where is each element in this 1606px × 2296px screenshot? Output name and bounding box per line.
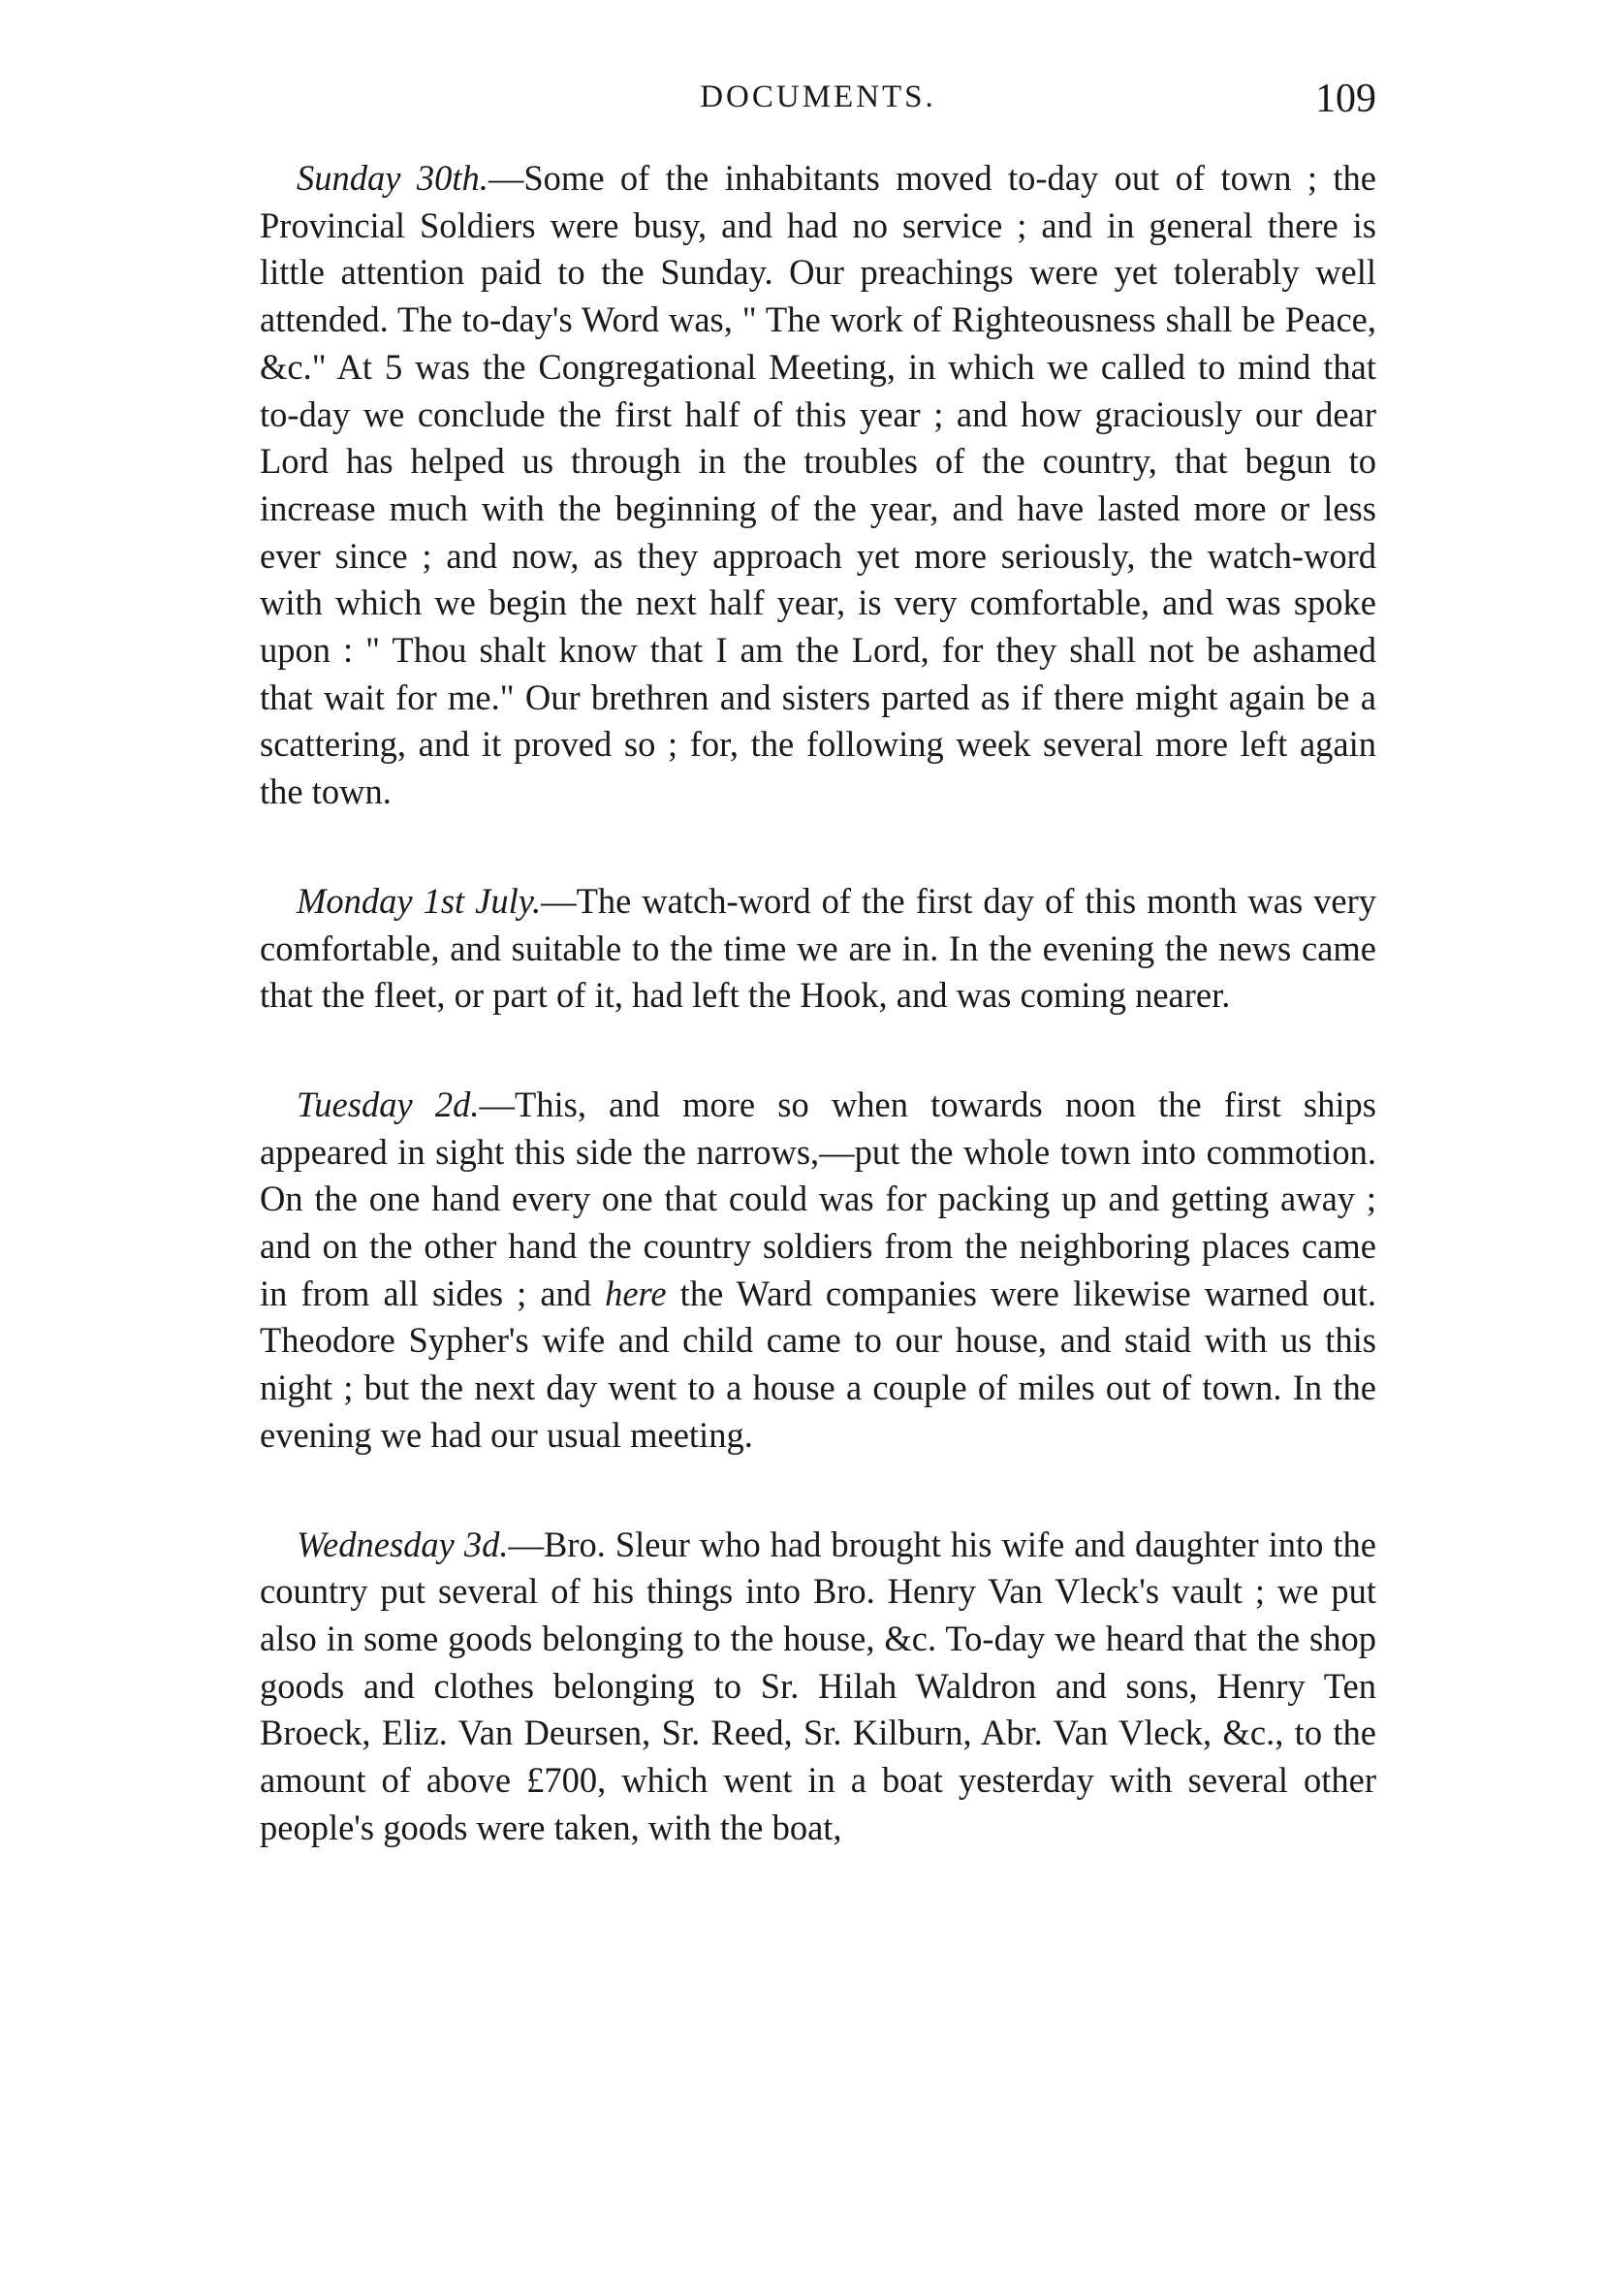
entry-sunday-30th	[260, 155, 1376, 816]
entry-text-after: the Ward companies were likewise warned out. Theodore Sypher's wife and child came to our house, and staid with us this night ; but the next day went to a house a couple of miles out of town. In the evening we had our usual meeting.	[260, 1273, 1376, 1455]
entry-text: —Bro. Sleur who had brought his wife and daughter into the country put several of his things into Bro. Henry Van Vleck's vault ; we put also in some goods belonging to the house, &c. To-day we heard that the shop goods and clothes belonging to Sr. Hilah Waldron and sons, Henry Ten Broeck, Eliz. Van Deursen, Sr. Reed, Sr. Kilburn, Abr. Van Vleck, &c., to the amount of above £700, which went in a boat yesterday with several other people's goods were taken, with the boat,	[260, 1524, 1376, 1847]
running-head: DOCUMENTS.	[700, 79, 936, 114]
entry-text: —The watch-word of the first day of this month was very comfortable, and suitable to the time we are in. In the evening the news came that the fleet, or part of it, had left the Hook, and was coming nearer.	[260, 880, 1376, 1016]
page-number: 109	[1315, 77, 1376, 121]
entry-text: —Some of the inhabitants moved to-day out of town ; the Provincial Soldiers were busy, and had no service ; and in general there is little attention paid to the Sunday. Our preachings were yet tolerably well attended. The to-day's Word was, " The work of Righteousness shall be Peace, &c." At 5 was the Congregational Meeting, in which we called to mind that to-day we conclude the first half of this year ; and how graciously our dear Lord has helped us through in the troubles of the country, that begun to increase much with the beginning of the year, and have lasted more or less ever since ; and now, as they approach yet more seriously, the watch-word with which we begin the next half year, is very comfortable, and was spoke upon : " Thou shalt know that I am the Lord, for they shall not be ashamed that wait for me." Our brethren and sisters parted as if there might again be a scattering, and it proved so ; for, the following week several more left again the town.	[260, 158, 1377, 812]
entry-date: Sunday 30th.	[297, 158, 488, 198]
entry-wednesday-3d	[260, 1522, 1376, 1852]
entry-text-before: —This, and more so when towards noon the first ships appeared in sight this side the narrows,—put the whole town into commotion. On the one hand every one that could was for packing up and getting away ; and on the other hand the country soldiers from the neighboring places came in from all sides ; and	[260, 1084, 1376, 1313]
page-header	[260, 76, 1376, 124]
entry-date: Monday 1st July.	[297, 880, 542, 921]
entry-monday-1st-july	[260, 878, 1376, 1020]
entry-tuesday-2d	[260, 1082, 1376, 1460]
entry-date: Wednesday 3d.	[297, 1524, 509, 1564]
body-text	[260, 155, 1376, 1914]
entry-italic-word: here	[605, 1273, 667, 1313]
entry-date: Tuesday 2d.	[297, 1084, 480, 1124]
